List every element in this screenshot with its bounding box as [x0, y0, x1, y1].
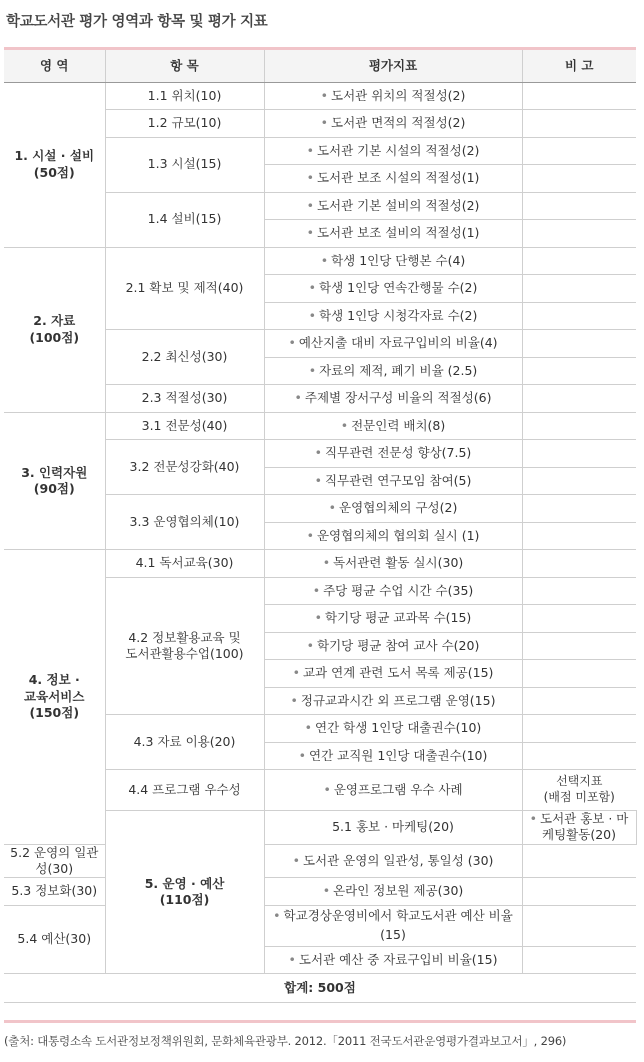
note-cell: [522, 577, 636, 605]
note-cell: [522, 110, 636, 138]
note-cell: [522, 687, 636, 715]
indicator-cell: [264, 385, 522, 413]
indicator-text: 연간 학생 1인당 대출권수(10): [315, 720, 482, 736]
bullet-icon: •: [340, 417, 349, 433]
indicator-text: 도서관 기본 설비의 적절성(2): [316, 197, 480, 213]
indicator-text: 도서관 홍보 · 마케팅활동(20): [540, 811, 629, 843]
indicator-text: 자료의 제적, 폐기 비율 (2.5): [319, 362, 478, 378]
indicator-text: 도서관 기본 시설의 적절성(2): [316, 142, 480, 158]
bullet-icon: •: [320, 115, 329, 131]
indicator-cell: [264, 330, 522, 358]
bullet-icon: •: [320, 87, 329, 103]
bullet-icon: •: [294, 390, 302, 406]
note-cell: [522, 905, 636, 946]
note-cell: 선택지표 (배점 미포함): [522, 770, 636, 811]
bullet-icon: •: [322, 555, 331, 571]
table-row: [4, 550, 636, 578]
bullet-icon: •: [306, 527, 314, 543]
table-row: [4, 878, 636, 906]
bullet-icon: •: [314, 610, 323, 626]
indicator-text: 주제별 장서구성 비율의 적절성(6): [304, 390, 492, 406]
note-cell: [522, 550, 636, 578]
indicator-cell: [264, 165, 522, 193]
item-cell: 1.1 위치(10): [105, 82, 264, 110]
indicator-cell: [264, 302, 522, 330]
indicator-text: 학기당 평균 참여 교사 수(20): [317, 637, 480, 653]
area-cell: 2. 자료 (100점): [4, 247, 105, 412]
indicator-cell: [264, 715, 522, 743]
indicator-text: 운영협의체의 협의회 실시 (1): [316, 527, 480, 543]
indicator-text: 도서관 보조 시설의 적절성(1): [316, 170, 480, 186]
table-row: [4, 412, 636, 440]
table-row: [4, 247, 636, 275]
bullet-icon: •: [314, 445, 323, 461]
bullet-icon: •: [290, 692, 298, 708]
evaluation-table: [4, 50, 636, 1003]
area-cell: 1. 시설 · 설비 (50점): [4, 82, 105, 247]
note-cell: [522, 440, 636, 468]
indicator-cell: [264, 137, 522, 165]
item-cell: 3.2 전문성강화(40): [105, 440, 264, 495]
bullet-icon: •: [322, 883, 331, 899]
table-row: [4, 82, 636, 110]
bullet-icon: •: [308, 362, 317, 378]
item-cell: 2.2 최신성(30): [105, 330, 264, 385]
note-cell: [522, 137, 636, 165]
item-cell: 5.2 운영의 일관성(30): [4, 844, 105, 878]
indicator-cell: [264, 247, 522, 275]
bullet-icon: •: [306, 197, 314, 213]
note-cell: [522, 605, 636, 633]
bottom-divider: [4, 1020, 636, 1023]
total-row: [4, 974, 636, 1003]
indicator-cell: [264, 770, 522, 811]
note-cell: [522, 192, 636, 220]
bullet-icon: •: [306, 637, 315, 653]
note-cell: [522, 412, 636, 440]
item-cell: 3.3 운영협의체(10): [105, 495, 264, 550]
note-cell: [522, 330, 636, 358]
indicator-text: 도서관 면적의 적절성(2): [331, 115, 466, 131]
indicator-cell: [264, 605, 522, 633]
indicator-text: 운영협의체의 구성(2): [339, 500, 458, 516]
indicator-cell: [264, 412, 522, 440]
item-cell: 5.3 정보화(30): [4, 878, 105, 906]
item-cell: 4.3 자료 이용(20): [105, 715, 264, 770]
indicator-cell: [264, 905, 522, 946]
note-cell: [522, 247, 636, 275]
item-cell: 4.1 독서교육(30): [105, 550, 264, 578]
note-cell: [522, 742, 636, 770]
indicator-cell: [264, 687, 522, 715]
note-cell: [522, 302, 636, 330]
indicator-text: 학생 1인당 단행본 수(4): [331, 252, 466, 268]
bullet-icon: •: [306, 170, 314, 186]
note-cell: [522, 357, 636, 385]
item-cell: 1.3 시설(15): [105, 137, 264, 192]
indicator-text: 학생 1인당 시청각자료 수(2): [319, 307, 478, 323]
indicator-cell: [264, 440, 522, 468]
bullet-icon: •: [292, 665, 300, 681]
total-cell: 합계: 500점: [4, 974, 636, 1003]
bullet-icon: •: [273, 908, 281, 924]
indicator-cell: [264, 467, 522, 495]
note-cell: [522, 632, 636, 660]
area-cell: 3. 인력자원 (90점): [4, 412, 105, 550]
indicator-text: 연간 교직원 1인당 대출권수(10): [309, 747, 488, 763]
bullet-icon: •: [292, 852, 300, 868]
header-note: 비 고: [522, 50, 636, 82]
indicator-cell: [264, 660, 522, 688]
indicator-text: 예산지출 대비 자료구입비의 비율(4): [298, 335, 498, 351]
indicator-text: 운영프로그램 우수 사례: [333, 781, 463, 797]
indicator-text: 온라인 정보원 제공(30): [333, 883, 464, 899]
bullet-icon: •: [308, 280, 317, 296]
indicator-text: 학교경상운영비에서 학교도서관 예산 비율(15): [283, 908, 513, 942]
indicator-cell: [264, 844, 522, 878]
indicator-cell: [264, 495, 522, 523]
source-citation: (출처: 대통령소속 도서관정보정책위원회, 문화체육관광부. 2012.「2011 전국도서관운영평가결과보고서」, 296): [4, 1034, 567, 1048]
item-cell: 1.4 설비(15): [105, 192, 264, 247]
bullet-icon: •: [320, 252, 329, 268]
bullet-icon: •: [306, 225, 314, 241]
item-cell: 4.4 프로그램 우수성: [105, 770, 264, 811]
indicator-cell: [522, 811, 636, 845]
item-cell: 2.1 확보 및 제적(40): [105, 247, 264, 330]
indicator-text: 직무관련 전문성 향상(7.5): [325, 445, 472, 461]
table-row: [4, 905, 636, 946]
indicator-text: 도서관 위치의 적절성(2): [331, 87, 466, 103]
header-indicator: 평가지표: [264, 50, 522, 82]
indicator-text: 주당 평균 수업 시간 수(35): [323, 582, 474, 598]
item-cell: 5.1 홍보 · 마케팅(20): [264, 811, 522, 845]
item-cell: 3.1 전문성(40): [105, 412, 264, 440]
indicator-cell: [264, 192, 522, 220]
indicator-text: 도서관 운영의 일관성, 통일성 (30): [302, 852, 494, 868]
indicator-text: 정규교과시간 외 프로그램 운영(15): [300, 692, 496, 708]
note-cell: [522, 495, 636, 523]
note-cell: [522, 844, 636, 878]
indicator-cell: [264, 522, 522, 550]
bullet-icon: •: [314, 472, 322, 488]
indicator-cell: [264, 550, 522, 578]
item-cell: 1.2 규모(10): [105, 110, 264, 138]
indicator-text: 교과 연계 관련 도서 목록 제공(15): [302, 665, 494, 681]
bullet-icon: •: [288, 335, 296, 351]
table-row: [4, 844, 636, 878]
item-cell: 4.2 정보활용교육 및 도서관활용수업(100): [105, 577, 264, 715]
indicator-cell: [264, 275, 522, 303]
indicator-text: 학생 1인당 연속간행물 수(2): [319, 280, 478, 296]
area-cell: 4. 정보 · 교육서비스 (150점): [4, 550, 105, 845]
header-item: 항 목: [105, 50, 264, 82]
item-cell: 5.4 예산(30): [4, 905, 105, 974]
bullet-icon: •: [288, 951, 296, 967]
indicator-cell: [264, 632, 522, 660]
note-cell: [522, 715, 636, 743]
indicator-text: 전문인력 배치(8): [351, 417, 446, 433]
header-area: 영 역: [4, 50, 105, 82]
bullet-icon: •: [298, 747, 306, 763]
note-cell: [522, 946, 636, 974]
bullet-icon: •: [323, 781, 331, 797]
header-row: [4, 50, 636, 82]
bullet-icon: •: [312, 582, 321, 598]
note-cell: [522, 82, 636, 110]
indicator-text: 독서관련 활동 실시(30): [333, 555, 464, 571]
indicator-cell: [264, 878, 522, 906]
indicator-cell: [264, 577, 522, 605]
item-cell: 2.3 적절성(30): [105, 385, 264, 413]
bullet-icon: •: [308, 307, 317, 323]
bullet-icon: •: [304, 720, 313, 736]
bullet-icon: •: [328, 500, 337, 516]
indicator-text: 도서관 보조 설비의 적절성(1): [316, 225, 480, 241]
note-cell: [522, 220, 636, 248]
indicator-cell: [264, 357, 522, 385]
indicator-text: 학기당 평균 교과목 수(15): [325, 610, 472, 626]
indicator-cell: [264, 946, 522, 974]
note-cell: [522, 522, 636, 550]
area-cell: 5. 운영 · 예산 (110점): [105, 811, 264, 974]
note-cell: [522, 878, 636, 906]
indicator-cell: [264, 110, 522, 138]
page-title: 학교도서관 평가 영역과 항목 및 평가 지표: [6, 14, 268, 30]
indicator-cell: [264, 220, 522, 248]
note-cell: [522, 275, 636, 303]
indicator-text: 도서관 예산 중 자료구입비 비율(15): [298, 951, 498, 967]
bullet-icon: •: [529, 811, 537, 826]
indicator-cell: [264, 742, 522, 770]
indicator-text: 직무관련 연구모임 참여(5): [324, 472, 472, 488]
note-cell: [522, 165, 636, 193]
note-cell: [522, 467, 636, 495]
note-cell: [522, 660, 636, 688]
note-cell: [522, 385, 636, 413]
bullet-icon: •: [306, 142, 314, 158]
indicator-cell: [264, 82, 522, 110]
